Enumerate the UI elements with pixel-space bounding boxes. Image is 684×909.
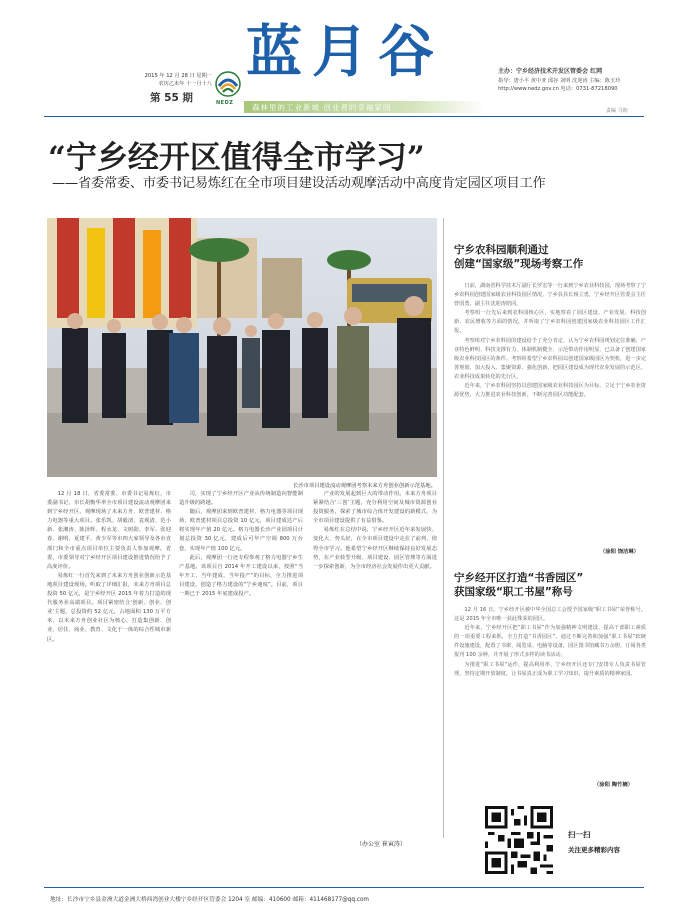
paragraph: 此后，观摩团一行还专程参观了格力电器宁乡生产基地。该项目自 2014 年开工建设以来，按照“当年开工、当年建成、当年投产”的目标，全力推进项目建设，创造了格力建设的“宁乡速度”。目前，项目一期已于 2015 年底建成投产。: [179, 554, 303, 598]
masthead-rule: [44, 116, 644, 117]
title-line: 宁乡农科园顺利通过: [454, 244, 549, 256]
paragraph: 12 月 16 日，宁乡经开区被中华全国总工会授予国家级“职工书屋”荣誉称号。这是 2015 年全市唯一获此殊荣的园区。: [454, 607, 646, 623]
paragraph: 随后，观摩团来到欧普建材、格力电器等项目现场，欧普建材项目总投资 10 亿元，项目建成达产后将实现年产值 20 亿元。格力电器长沙产业园项目计划总投资 30 亿元，建成后可年产空调 800 万台套，实现年产值 100 亿元。: [179, 509, 303, 552]
paragraph: 近年来，宁乡农科园坚持以创建国家级农业科技园区为目标，立足于宁乡农业资源优势，大力推进农业科技创新，不断完善园区功能配套。: [454, 383, 646, 399]
photo-illustration: [47, 218, 437, 477]
contact-line: http://www.nedz.gov.cn 电话：0731-87218090: [498, 86, 618, 92]
qr-label-follow: 关注更多精彩内容: [568, 846, 620, 854]
title-line: 宁乡经开区打造“书香园区”: [454, 572, 584, 584]
photo-caption: 长沙市项目建设流动观摩团考察未来方舟创业创新示范基地。: [292, 483, 436, 489]
paragraph: 易炼红一行首先来到了未来方舟创业创新示范基地项目建设现场。听取了详细汇报，未来方舟项目总投资 50 亿元，是宁乡经开区 2015 年着力打造的现代服务业高端项目。项目紧密结合‘创新、创业、创业’主题，总投资约 52 亿元，占地面积 130 万平方米，以未来方舟创业社区为核心，打造集创新、创业、居住、商业、教育、文化于一体的综合性城市新区。: [47, 572, 171, 643]
side-article-1-body: [454, 282, 646, 552]
nedz-logo-icon: [214, 70, 242, 100]
newspaper-title: 蓝月谷: [246, 19, 444, 85]
date-line: 2015 年 12 月 28 日 星期一: [144, 73, 212, 79]
paragraph: 司，实现了宁乡经开区产业从传统制造向智能制造升级的跨越。: [179, 491, 303, 507]
paragraph: 近年来，宁乡经开区把“职工书屋”作为加强精神文明建设、提高干部职工素质的一项重要工程来抓，全力打造“书香园区”。通过不断完善和加强“职工书屋”软硬件设施建设，配置了书架、阅览桌、电脑等设备，园区图书馆藏书万余册，订阅各类报刊 100 余种，并开展了形式多样的读书活动。: [454, 625, 646, 659]
page-editor: 责编 马昀: [606, 108, 628, 114]
lunar-date-line: 农历乙未年 十一月十八: [158, 81, 212, 87]
qr-label-scan: 扫一扫: [568, 830, 591, 839]
page-footer: [0, 887, 684, 909]
article-byline: （办公室 崔寅涛）: [356, 841, 406, 848]
paragraph: 考察组对宁乡农科园的建设给予了充分肯定，认为宁乡农科园规划定位准确、产业特色鲜明、科技支撑有力、体制机制健全、示范带动作用明显，已具备了创建国家级农业科技园区的条件。考察组希望宁乡农科园以创建国家级园区为契机，进一步完善规划、加大投入、集聚资源、强化创新，把园区建设成为现代农业发展的示范区、农业科技成果转化的先行区。: [454, 337, 646, 380]
logo-text: NEDZ: [216, 100, 234, 106]
headline: “宁乡经开区值得全市学习”: [48, 140, 425, 176]
main-article: [47, 490, 437, 835]
footer-address: 地址：长沙市宁乡县金洲大道金洲大桥西湾创业大楼宁乡经开区管委会 1204 室 邮编：410600 邮箱：411468177@qq.com: [50, 897, 369, 903]
side-article-1-credit: （涂阳 饶洁琳）: [600, 549, 639, 555]
subheadline: ——省委常委、市委书记易炼红在全市项目建设活动观摩活动中高度肯定园区项目工作: [52, 176, 546, 191]
paragraph: 日前，湖南省科学技术厅副厅长罗宏等一行来到宁乡农业科技园，现场考察了宁乡农科园创建国家级农业科技园区情况。宁乡县县长杨立勇，宁乡经开区管委会主任曾国勇，副主任沈迎涛陪同。: [454, 283, 646, 308]
publication-date: [130, 72, 212, 88]
slogan: 森林里的工业新城 创业者的幸福家园: [252, 103, 392, 112]
column-divider: [443, 218, 444, 838]
title-line: 获国家级“职工书屋”称号: [454, 586, 573, 598]
side-article-2-title: [454, 571, 583, 599]
article-column-2: [179, 490, 303, 835]
lead-photo: [47, 218, 437, 477]
masthead: [0, 0, 684, 116]
title-line: 创建“国家级”现场考察工作: [454, 258, 584, 270]
paragraph: 为推进“职工书屋”运作，提高利用率，宁乡经开区还专门安排专人负责书屋管理，坚持定期开放制度，让书屋真正成为职工学习知识、提升素质的精神家园。: [454, 661, 646, 677]
article-column-1: [47, 490, 171, 835]
footer-rule: [44, 887, 644, 888]
publisher-info: [498, 68, 678, 94]
paragraph: 考察组一行先后来到农科园核心区，实地察看了园区建设、产业发展、科技创新、农民增收等方面的情况，并听取了宁乡农科园创建国家级农业科技园区工作汇报。: [454, 310, 646, 335]
paragraph: 12 月 18 日，省委常委、市委书记易炼红，市委副书记、市长胡衡华率全市项目建设流动观摩团来到宁乡经开区，观摩现场了未来方舟、欧普建材、格力电器等重大项目。张乐凯、胡毅清、袁观清、范小新、张湘涛、陈泽辉、程水龙、文树勋、李军、张迎春、谢明、夏建平、黄少军等市四大家领导及各市直部门和全市重点项目单位主要负责人参加观摩。省委、市委领导对宁乡经开区项目建设推进情况给予了高度评价。: [47, 491, 171, 570]
publisher-line: 主办：宁乡经济技术开发区管委会 红网: [498, 68, 603, 75]
issue-number: 第 55 期: [150, 92, 193, 104]
side-article-1-title: [454, 243, 583, 271]
side-article-2-credit: （涂阳 陶竹楠）: [594, 782, 633, 788]
side-article-2-body: [454, 606, 646, 784]
qr-code-icon[interactable]: [485, 806, 553, 874]
staff-line: 指导：唐小平 黄中亚 邱谷 刘明 沈迎涛 主编：陈玉玲: [498, 77, 621, 84]
article-column-3: [313, 490, 437, 835]
paragraph: 易炼红在总结中说，宁乡经开区近年来发展快、变化大、势头好，在全市项目建设中走在了前列，值得全市学习。他希望宁乡经开区继续保持良好发展态势，在产业转型升级、项目建设、园区管理等方面进一步探索创新，为全市经济社会发展作出更大贡献。: [313, 527, 437, 570]
paragraph: 产业的发展起到巨大的带动作用。未来方舟项目紧紧结合‘三创’主题，充分利用空间及城市资源创业投资服务，探索了城市综合体开发建设的新模式，为全市项目建设提供了有益借鉴。: [313, 491, 437, 525]
